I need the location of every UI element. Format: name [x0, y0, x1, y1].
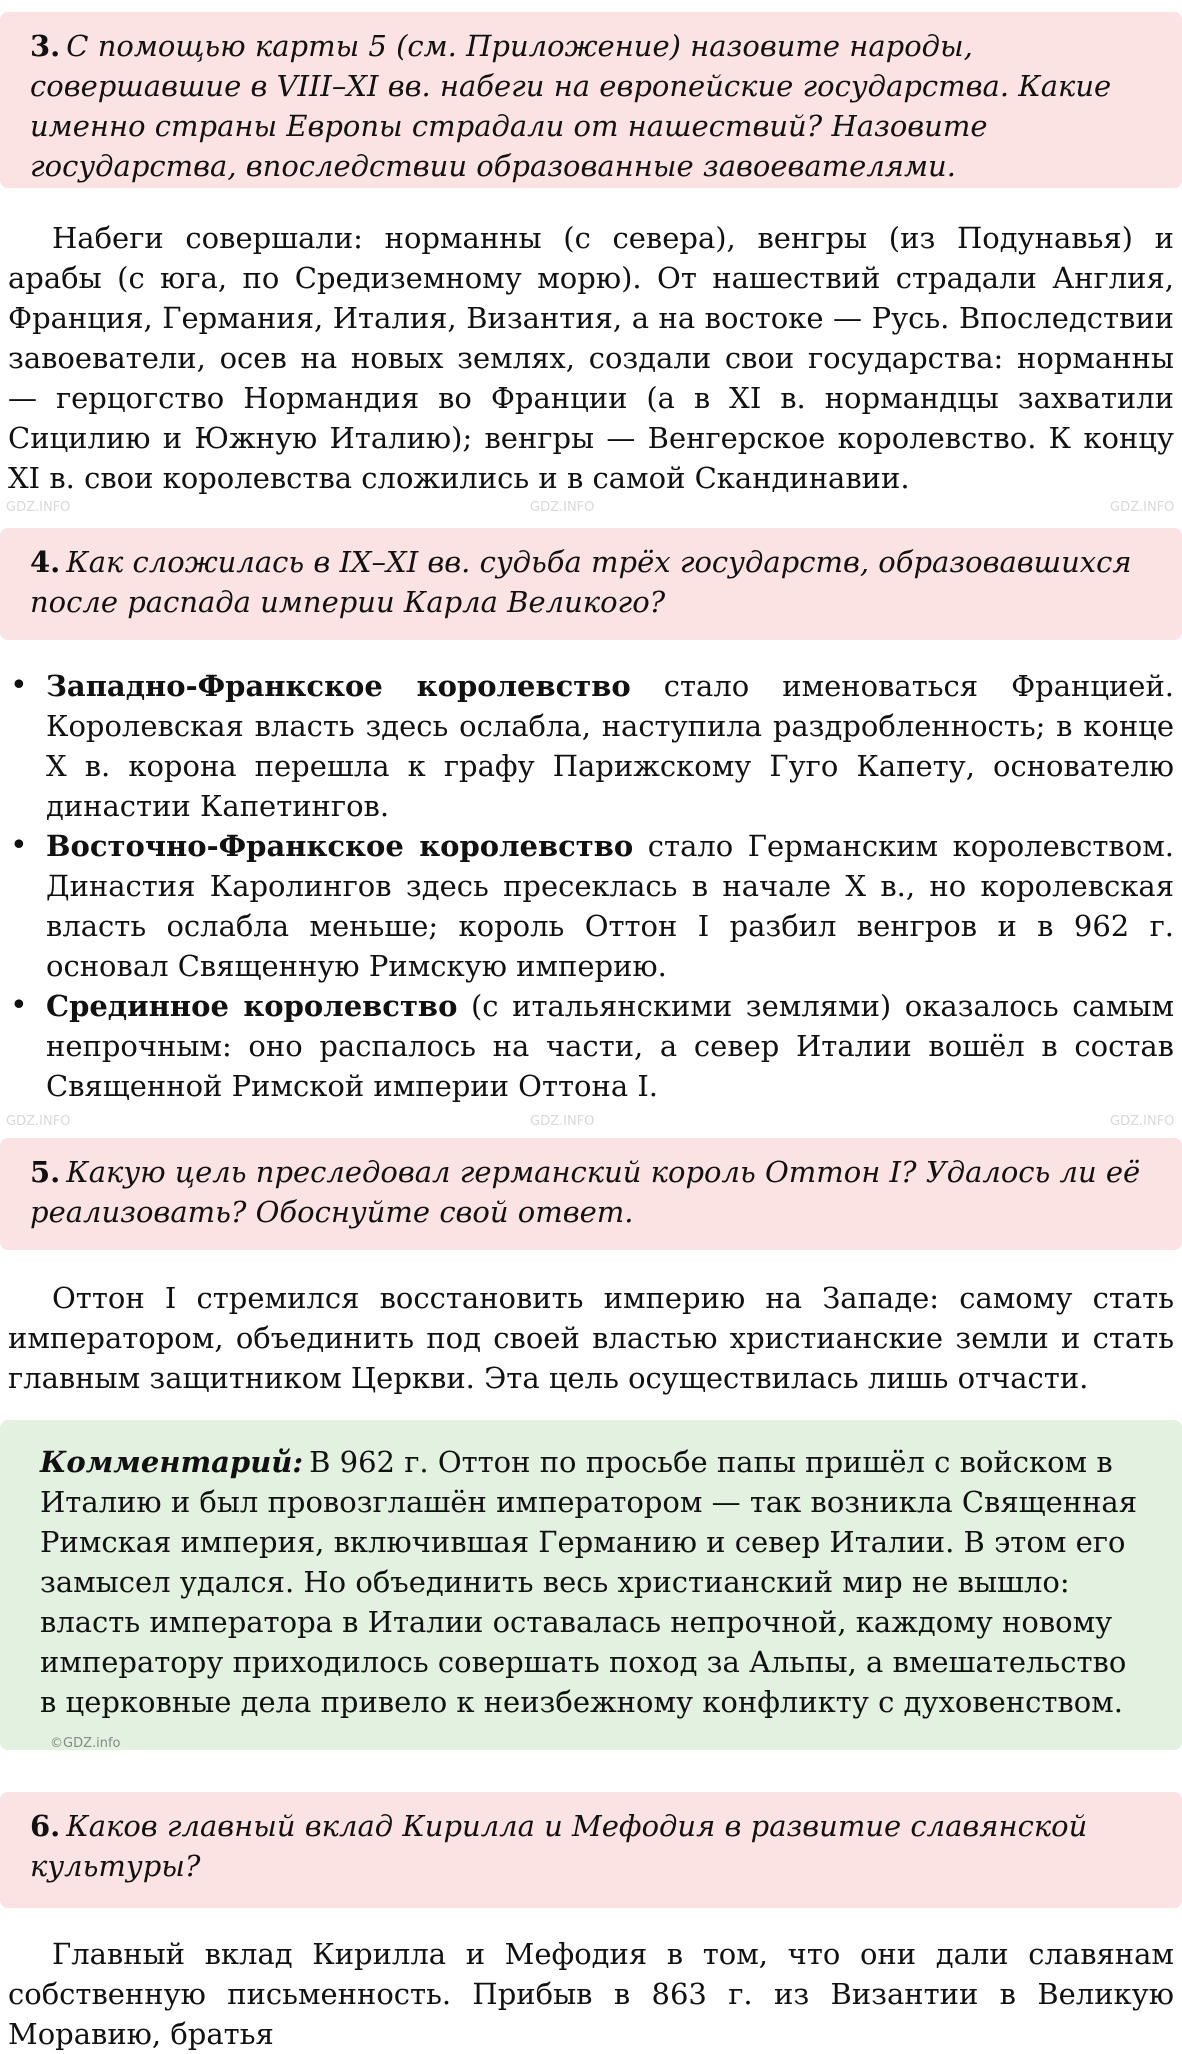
question-number: 3. — [30, 29, 61, 63]
question-number: 4. — [30, 545, 61, 579]
bullet-term: Западно-Франкское королевство — [46, 669, 631, 703]
list-item — [46, 826, 1174, 986]
watermark-tile: GDZ.INFO — [530, 500, 595, 515]
bullet-term: Срединное королевство — [46, 989, 458, 1023]
question-text: Какую цель преследовал германский король Оттон I? Удалось ли её реализовать? Обоснуйте свой ответ. — [30, 1155, 1141, 1229]
question-6 — [0, 1792, 1182, 1908]
bullet-text: (с итальянскими землями) оказалось самым непрочным: оно распалось на части, а север Италии вошёл в состав Священной Римской империи Оттона I. — [46, 989, 1175, 1103]
watermark: ©GDZ.info — [50, 1736, 121, 1751]
answer-6 — [0, 1934, 1182, 2054]
answer-3 — [0, 218, 1182, 498]
answer-4 — [0, 666, 1182, 1106]
question-5 — [0, 1138, 1182, 1250]
answer-text: Оттон I стремился восстановить империю на Западе: самому стать императором, объединить под своей властью христианские земли и стать главным защитником Церкви. Эта цель осуществилась лишь отчасти. — [8, 1281, 1174, 1395]
bullet-text: стало Германским королевством. Династия Каролингов здесь пресеклась в начале X в., но королевская власть ослабла меньше; король Оттон I разбил венгров и в 962 г. основал Священную Римскую империю. — [46, 829, 1174, 983]
comment-box — [0, 1420, 1182, 1750]
question-number: 5. — [30, 1155, 61, 1189]
question-number: 6. — [30, 1809, 61, 1843]
answer-5 — [0, 1278, 1182, 1398]
question-3 — [0, 12, 1182, 188]
list-item — [46, 986, 1174, 1106]
watermark-tile: GDZ.INFO — [1110, 500, 1175, 515]
bullet-text: стало именоваться Францией. Королевская власть здесь ослабла, наступила раздробленность; в конце X в. корона перешла к графу Парижскому Гуго Капету, основателю династии Капетингов. — [46, 669, 1175, 823]
question-text: Как сложилась в IX–XI вв. судьба трёх государств, образовавшихся после распада империи Карла Великого? — [30, 545, 1132, 619]
watermark-tile: GDZ.INFO — [530, 1114, 595, 1129]
answer-text: Главный вклад Кирилла и Мефодия в том, что они дали славянам собственную письменность. Прибыв в 863 г. из Византии в Великую Моравию, братья — [8, 1937, 1174, 2051]
question-4 — [0, 528, 1182, 640]
comment-label: Комментарий: — [40, 1445, 304, 1479]
list-item — [46, 666, 1174, 826]
bullet-list — [0, 666, 1182, 1106]
comment-text: В 962 г. Оттон по просьбе папы пришёл с войском в Италию и был провозглашён императором — так возникла Священная Римская империя, включившая Германию и север Италии. В этом его замысел удался. Но объединить весь христианский мир не вышло: власть императора в Италии оставалась непрочной, каждому новому императору приходилось совершать поход за Альпы, а вмешательство в церковные дела привело к неизбежному конфликту с духовенством. — [40, 1445, 1138, 1719]
question-text: С помощью карты 5 (см. Приложение) назовите народы, совершавшие в VIII–XI вв. набеги на европейские государства. Какие именно страны Европы страдали от нашествий? Назовите государства, впоследствии образованные завоевателями. — [30, 29, 1112, 183]
answer-text: Набеги совершали: норманны (с севера), венгры (из Подунавья) и арабы (с юга, по Средиземному морю). От нашествий страдали Англия, Франция, Германия, Италия, Византия, а на востоке — Русь. Впоследствии завоеватели, осев на новых землях, создали свои государства: норманны — герцогство Нормандия во Франции (а в XI в. нормандцы захватили Сицилию и Южную Италию); венгры — Венгерское королевство. К концу XI в. свои королевства сложились и в самой Скандинавии. — [8, 221, 1174, 495]
question-text: Каков главный вклад Кирилла и Мефодия в развитие славянской культуры? — [30, 1809, 1088, 1883]
bullet-term: Восточно-Франкское королевство — [46, 829, 634, 863]
watermark-tile: GDZ.INFO — [1110, 1114, 1175, 1129]
watermark-tile: GDZ.INFO — [6, 1114, 71, 1129]
watermark-tile: GDZ.INFO — [6, 500, 71, 515]
